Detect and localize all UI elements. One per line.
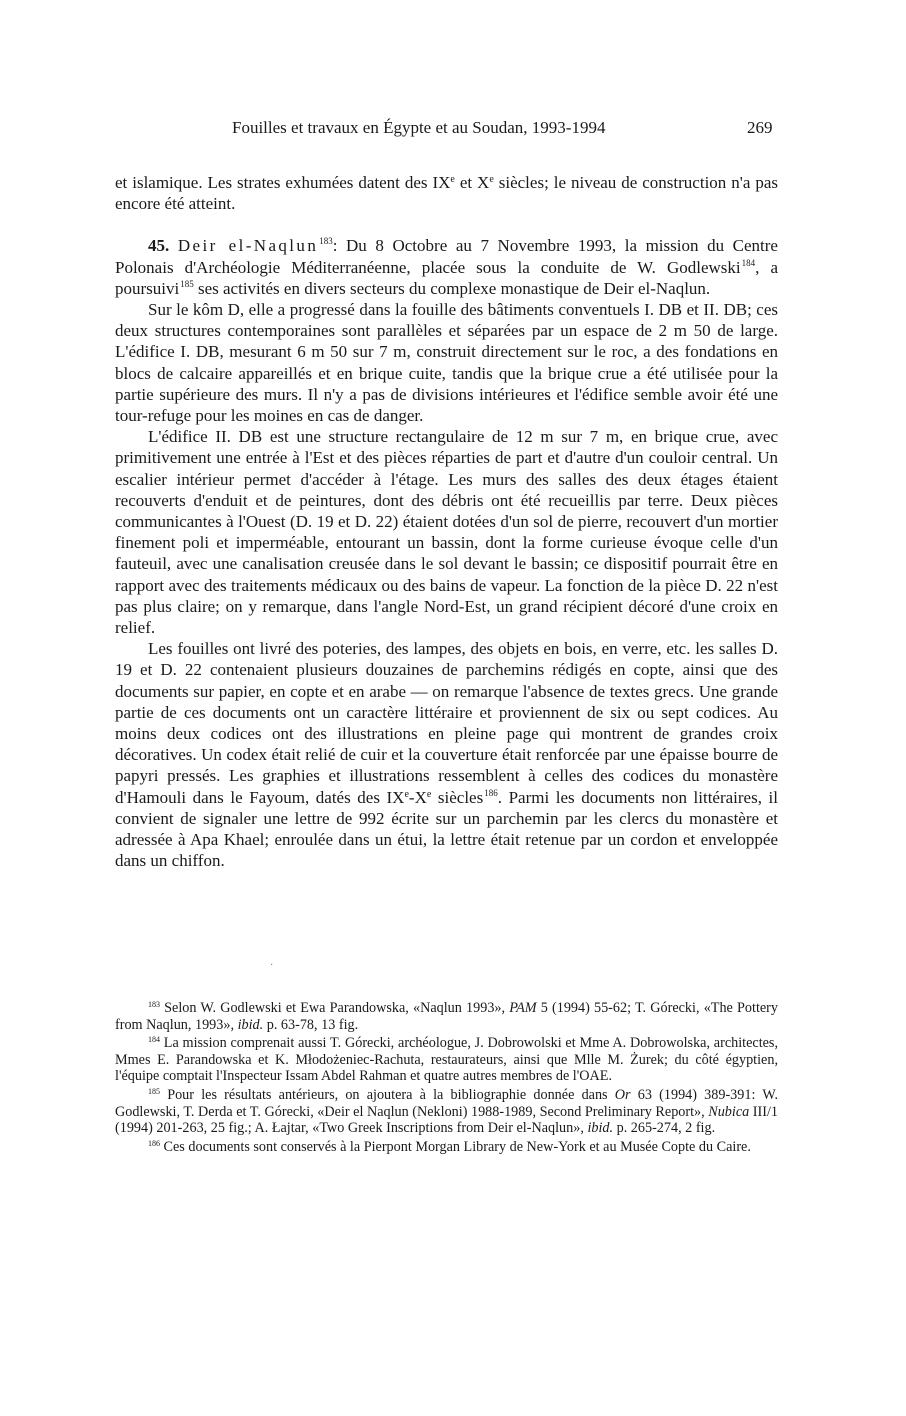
stray-mark: · bbox=[270, 960, 274, 971]
footnote-ref-183[interactable]: 183 bbox=[319, 236, 333, 247]
page-number: 269 bbox=[747, 118, 773, 137]
paragraph-fouilles: Les fouilles ont livré des poteries, des lampes, des objets en bois, en verre, etc. les salles D. 19 et D. 22 contenaient plusieurs douzaines de parchemins rédigés en copte, ainsi que des documents sur papier, en copte et en arabe — on remarque l'absence de textes grecs. Une grande partie de ces documents ont un caractère littéraire et proviennent de six ou sept codices. Au moins deux codices ont des illustrations en pleine page qui montrent de grandes croix décoratives. Un codex était relié de cuir et la couverture était renforcée par une épaisse bourre de papyri pressés. Les graphies et illustrations ressemblent à celles des codices du monastère d'Hamouli dans le Fayoum, datés des IXe-Xe siècles$^{186}$. Parmi les documents non littéraires, il convient de signaler une lettre de 992 écrite sur un parchemin par les clercs du monastère et adressée à Apa Khael; enroulée dans un étui, la lettre était retenue par un cordon et enveloppée dans un chiffon. bbox=[115, 639, 778, 871]
paragraph-1: et islamique. Les strates exhumées datent des IXe et Xe siècles; le niveau de construction n'a pas encore été atteint. bbox=[115, 173, 778, 214]
paragraph-45: 45. Deir el-Naqlun$^{183}$: Du 8 Octobre au 7 Novembre 1993, la mission du Centre Polonais d'Archéologie Méditerranéenne, placée sous la conduite de W. Godlewski$^{184}$, a poursuivi$^{185}$ ses activités en divers secteurs du complexe monastique de Deir el-Naqlun. bbox=[115, 236, 778, 298]
footnote-184: $^{184}$ La mission comprenait aussi T. Górecki, archéologue, J. Dobrowolski et Mme A. Dobrowolska, architectes, Mmes E. Parandowska et K. Młodożeniec-Rachuta, restaurateurs, ainsi que Mlle M. Żurek; du côté égyptien, l'équipe comptait l'Inspecteur Issam Abdel Rahman et quatre autres membres de l'OAE. bbox=[115, 1035, 778, 1085]
footnote-ref-184[interactable]: 184 bbox=[741, 257, 756, 268]
running-header bbox=[0, 118, 906, 140]
main-text bbox=[115, 172, 778, 872]
paragraph-edifice-ii: L'édifice II. DB est une structure rectangulaire de 12 m sur 7 m, en brique crue, avec primitivement une entrée à l'Est et des pièces réparties de part et d'autre d'un couloir central. Un escalier intérieur permet d'accéder à l'étage. Les murs des salles des deux étages étaient recouverts d'enduit et de peintures, dont des débris ont été recueillis par terre. Deux pièces communicantes à l'Ouest (D. 19 et D. 22) étaient dotées d'un sol de pierre, recouvert d'un mortier finement poli et imperméable, entourant un bassin, dont la forme curieuse évoque celle d'un fauteuil, avec une canalisation creusée dans le sol devant le bassin; ce dispositif pourrait être en rapport avec des traitements médicaux ou des bains de vapeur. La fonction de la pièce D. 22 n'est pas plus claire; on y remarque, dans l'angle Nord-Est, un grand récipient décoré d'une croix en relief. bbox=[115, 427, 778, 638]
footnote-183: $^{183}$ Selon W. Godlewski et Ewa Parandowska, «Naqlun 1993», PAM 5 (1994) 55-62; T. Górecki, «The Pottery from Naqlun, 1993», ibid. p. 63-78, 13 fig. bbox=[115, 1000, 778, 1033]
site-name: Deir el-Naqlun bbox=[177, 236, 319, 256]
footnote-185: $^{185}$ Pour les résultats antérieurs, on ajoutera à la bibliographie donnée dans Or 63 (1994) 389-391: W. Godlewski, T. Derda et T. Górecki, «Deir el Naqlun (Nekloni) 1988-1989, Second Preliminary Report», Nubica III/1 (1994) 201-263, 25 fig.; A. Łajtar, «Two Greek Inscriptions from Deir el-Naqlun», ibid. p. 265-274, 2 fig. bbox=[115, 1086, 778, 1137]
footnote-ref-186[interactable]: 186 bbox=[484, 787, 498, 798]
footnote-ref-185[interactable]: 185 bbox=[180, 278, 194, 289]
footnotes bbox=[115, 1000, 778, 1157]
footnote-186: $^{186}$ Ces documents sont conservés à la Pierpont Morgan Library de New-York et au Musée Copte du Caire. bbox=[148, 1138, 751, 1155]
section-number: 45. bbox=[148, 236, 170, 256]
paragraph-kom-d: Sur le kôm D, elle a progressé dans la fouille des bâtiments conventuels I. DB et II. DB; ces deux structures contemporaines sont parallèles et séparées par un espace de 2 m 50 de large. L'édifice I. DB, mesurant 6 m 50 sur 7 m, construit directement sur le roc, a des fondations en blocs de calcaire appareillés et en brique cuite, tandis que la brique crue a été utilisée pour la partie supérieure des murs. Il n'y a pas de divisions intérieures et l'édifice semble avoir été une tour-refuge pour les moines en cas de danger. bbox=[115, 300, 778, 426]
running-title: Fouilles et travaux en Égypte et au Soudan, 1993-1994 bbox=[232, 118, 606, 137]
